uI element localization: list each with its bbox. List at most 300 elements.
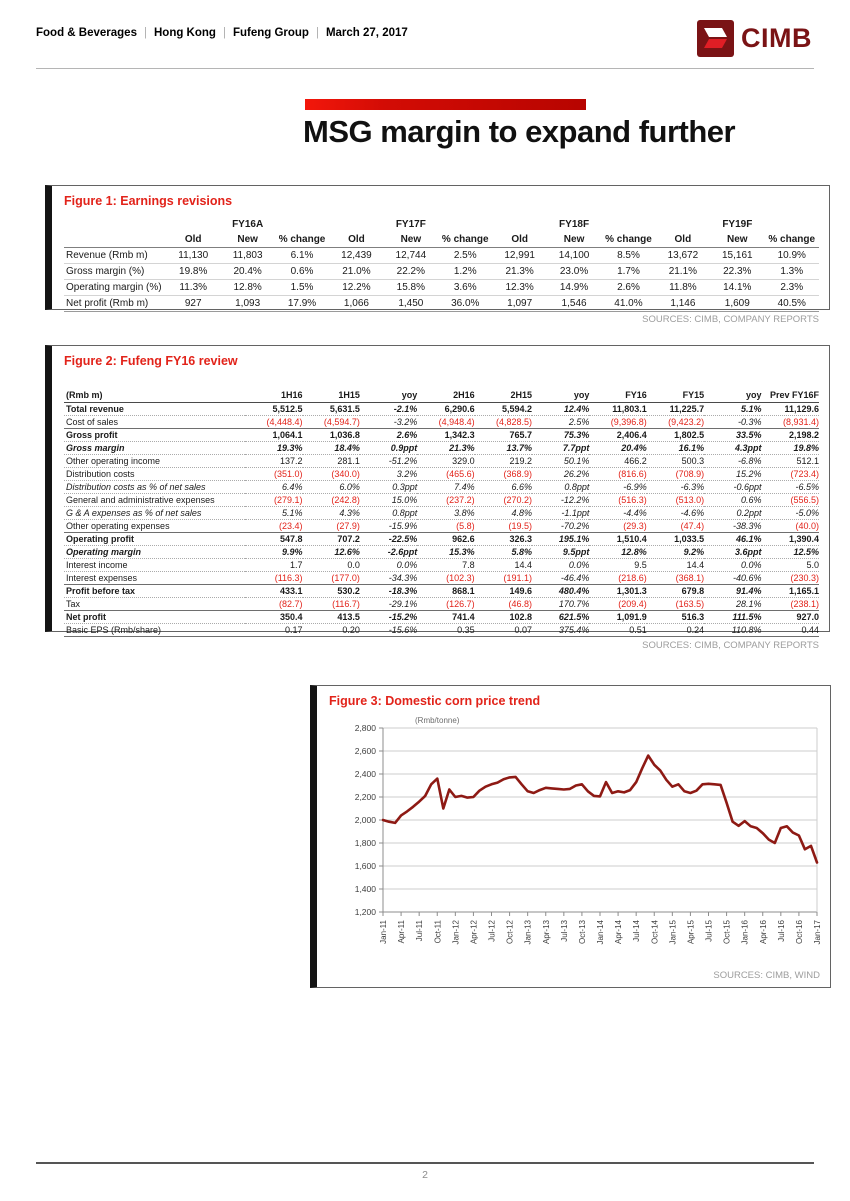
table-cell: 679.8: [647, 585, 704, 598]
table-cell: % change: [601, 232, 655, 248]
table-cell: 0.6%: [275, 264, 329, 280]
table-row: [64, 624, 819, 637]
table-cell: FY18F: [559, 219, 590, 230]
table-cell: (368.9): [475, 468, 532, 481]
table-cell: 1,301.3: [589, 585, 646, 598]
table-cell: 12.8%: [220, 280, 274, 296]
table-cell: (218.6): [589, 572, 646, 585]
table-cell: 5,512.5: [245, 403, 302, 416]
table-cell: 707.2: [303, 533, 360, 546]
table-cell: 149.6: [475, 585, 532, 598]
table-cell: 7.8: [417, 559, 474, 572]
table-cell: 46.1%: [704, 533, 761, 546]
table-cell: Operating margin (%): [64, 280, 166, 296]
table-cell: 3.6%: [438, 280, 492, 296]
table-cell: (116.3): [245, 572, 302, 585]
table-cell: Net profit (Rmb m): [64, 296, 166, 312]
table-cell: 6.4%: [245, 481, 302, 494]
table-cell: -2.6ppt: [360, 546, 417, 559]
table-cell: 91.4%: [704, 585, 761, 598]
table-row: [64, 520, 819, 533]
table-cell: FY17F: [395, 219, 426, 230]
table-cell: 433.1: [245, 585, 302, 598]
table-cell: 1,342.3: [417, 429, 474, 442]
table-cell: 28.1%: [704, 598, 761, 611]
table-row: [64, 507, 819, 520]
table-cell: Old: [329, 232, 383, 248]
title-accent-bar: [305, 99, 586, 110]
table-cell: 6.1%: [275, 248, 329, 264]
table-cell: 12.4%: [532, 403, 589, 416]
table-cell: 2,198.2: [762, 429, 819, 442]
breadcrumb-separator: |: [315, 27, 319, 39]
table-row: [64, 296, 819, 312]
table-cell: (238.1): [762, 598, 819, 611]
corn-price-line: [383, 756, 817, 863]
table-cell: 621.5%: [532, 611, 589, 624]
table-cell: (513.0): [647, 494, 704, 507]
table-cell: 1,510.4: [589, 533, 646, 546]
table-cell: -3.2%: [360, 416, 417, 429]
breadcrumb-company: Fufeng Group: [232, 27, 309, 39]
table-row: [64, 481, 819, 494]
x-tick-label: Apr-11: [397, 920, 407, 944]
table-cell: 1H16: [245, 389, 302, 403]
header-row: [64, 389, 819, 403]
table-cell: 4.8%: [475, 507, 532, 520]
table-cell: -18.3%: [360, 585, 417, 598]
x-tick-label: Jul-16: [776, 920, 786, 942]
table-cell: 0.35: [417, 624, 474, 637]
table-cell: 33.5%: [704, 429, 761, 442]
figure-3-source: SOURCES: CIMB, WIND: [713, 970, 820, 981]
y-tick-label: 1,200: [354, 907, 376, 917]
table-cell: yoy: [360, 389, 417, 403]
x-tick-label: Jan-13: [523, 920, 533, 945]
table-cell: 102.8: [475, 611, 532, 624]
table-row: [64, 248, 819, 264]
table-cell: 1,609: [710, 296, 764, 312]
table-cell: 7.4%: [417, 481, 474, 494]
table-cell: -4.6%: [647, 507, 704, 520]
breadcrumb-region: Hong Kong: [153, 27, 216, 39]
table-cell: 9.9%: [245, 546, 302, 559]
table-cell: 11,130: [166, 248, 220, 264]
table-cell: 0.8ppt: [360, 507, 417, 520]
table-cell: Other operating income: [64, 455, 245, 468]
table-cell: 2.3%: [764, 280, 819, 296]
table-cell: 350.4: [245, 611, 302, 624]
table-cell: New: [710, 232, 764, 248]
table-cell: 0.24: [647, 624, 704, 637]
table-cell: 19.8%: [166, 264, 220, 280]
table-row: [64, 494, 819, 507]
table-cell: FY16: [589, 389, 646, 403]
table-cell: -15.9%: [360, 520, 417, 533]
table-cell: 0.0%: [532, 559, 589, 572]
cimb-logo-icon: [697, 20, 734, 57]
table-cell: [64, 217, 166, 232]
table-cell: 6.6%: [475, 481, 532, 494]
table-cell: Gross profit: [64, 429, 245, 442]
report-date: March 27, 2017: [325, 27, 408, 39]
x-tick-label: Jan-12: [451, 920, 461, 945]
table-cell: FY15: [647, 389, 704, 403]
table-cell: 14.4: [647, 559, 704, 572]
table-cell: -51.2%: [360, 455, 417, 468]
table-cell: New: [220, 232, 274, 248]
table-cell: (47.4): [647, 520, 704, 533]
table-cell: 375.4%: [532, 624, 589, 637]
x-tick-label: Oct-16: [794, 920, 804, 945]
table-cell: 413.5: [303, 611, 360, 624]
table-cell: 1.7%: [601, 264, 655, 280]
table-cell: 41.0%: [601, 296, 655, 312]
table-cell: 0.6%: [704, 494, 761, 507]
table-cell: 741.4: [417, 611, 474, 624]
table-cell: 5.0: [762, 559, 819, 572]
table-cell: 2,406.4: [589, 429, 646, 442]
table-cell: 868.1: [417, 585, 474, 598]
table-cell: 0.0: [303, 559, 360, 572]
figure-1-source: SOURCES: CIMB, COMPANY REPORTS: [642, 314, 819, 325]
table-cell: 26.2%: [532, 468, 589, 481]
table-cell: 5.1%: [704, 403, 761, 416]
table-cell: Gross margin: [64, 442, 245, 455]
table-cell: -40.6%: [704, 572, 761, 585]
sub-header-row: [64, 232, 819, 248]
y-tick-label: 1,800: [354, 838, 376, 848]
table-cell: 20.4%: [220, 264, 274, 280]
table-cell: (270.2): [475, 494, 532, 507]
table-cell: Old: [492, 232, 546, 248]
table-cell: -34.3%: [360, 572, 417, 585]
table-cell: (116.7): [303, 598, 360, 611]
table-cell: -6.9%: [589, 481, 646, 494]
x-tick-label: Apr-16: [758, 920, 768, 945]
table-cell: 0.8ppt: [532, 481, 589, 494]
corn-price-line-chart: [329, 710, 827, 968]
table-cell: 110.8%: [704, 624, 761, 637]
table-cell: 0.51: [589, 624, 646, 637]
table-cell: 547.8: [245, 533, 302, 546]
table-cell: -0.3%: [704, 416, 761, 429]
table-cell: -38.3%: [704, 520, 761, 533]
table-cell: 1.7: [245, 559, 302, 572]
table-cell: 3.6ppt: [704, 546, 761, 559]
table-cell: 5.1%: [245, 507, 302, 520]
table-cell: Prev FY16F: [762, 389, 819, 403]
table-row: [64, 546, 819, 559]
table-cell: (340.0): [303, 468, 360, 481]
table-cell: 11.3%: [166, 280, 220, 296]
table-cell: 21.3%: [492, 264, 546, 280]
table-cell: 0.0%: [704, 559, 761, 572]
table-cell: -12.2%: [532, 494, 589, 507]
table-cell: 466.2: [589, 455, 646, 468]
table-cell: 20.4%: [589, 442, 646, 455]
figure-3-corn-price-trend: [310, 685, 831, 988]
table-cell: % change: [764, 232, 819, 248]
table-cell: 5,631.5: [303, 403, 360, 416]
table-cell: -22.5%: [360, 533, 417, 546]
group-header-row: [64, 217, 819, 232]
table-cell: -46.4%: [532, 572, 589, 585]
table-cell: Interest income: [64, 559, 245, 572]
table-cell: 14.9%: [547, 280, 601, 296]
table-cell: 516.3: [647, 611, 704, 624]
table-cell: (27.9): [303, 520, 360, 533]
table-cell: -4.4%: [589, 507, 646, 520]
table-cell: 1,093: [220, 296, 274, 312]
table-cell: 2.5%: [438, 248, 492, 264]
table-cell: yoy: [532, 389, 589, 403]
table-cell: Old: [166, 232, 220, 248]
table-cell: (4,828.5): [475, 416, 532, 429]
table-cell: 50.1%: [532, 455, 589, 468]
cimb-logo-text: CIMB: [741, 23, 812, 53]
table-cell: 927: [166, 296, 220, 312]
table-cell: 12.6%: [303, 546, 360, 559]
table-cell: 1,091.9: [589, 611, 646, 624]
table-cell: Old: [656, 232, 710, 248]
table-cell: (4,594.7): [303, 416, 360, 429]
table-cell: 0.17: [245, 624, 302, 637]
table-cell: 11,803.1: [589, 403, 646, 416]
table-cell: 75.3%: [532, 429, 589, 442]
table-cell: 7.7ppt: [532, 442, 589, 455]
table-cell: Distribution costs as % of net sales: [64, 481, 245, 494]
x-tick-label: Jul-13: [559, 920, 569, 942]
table-cell: (465.6): [417, 468, 474, 481]
table-cell: (209.4): [589, 598, 646, 611]
table-cell: 3.2%: [360, 468, 417, 481]
table-cell: -1.1ppt: [532, 507, 589, 520]
x-tick-label: Apr-14: [614, 920, 624, 945]
table-cell: 962.6: [417, 533, 474, 546]
table-cell: 1.3%: [764, 264, 819, 280]
table-cell: 480.4%: [532, 585, 589, 598]
table-cell: 5,594.2: [475, 403, 532, 416]
table-cell: 19.3%: [245, 442, 302, 455]
table-cell: 16.1%: [647, 442, 704, 455]
table-cell: 0.3ppt: [360, 481, 417, 494]
table-cell: % change: [275, 232, 329, 248]
table-cell: [64, 232, 166, 248]
table-cell: 111.5%: [704, 611, 761, 624]
table-cell: 13.7%: [475, 442, 532, 455]
table-cell: (Rmb m): [64, 389, 245, 403]
table-cell: (177.0): [303, 572, 360, 585]
table-cell: 2H15: [475, 389, 532, 403]
table-row: [64, 598, 819, 611]
page-title: MSG margin to expand further: [303, 114, 736, 149]
table-cell: (9,396.8): [589, 416, 646, 429]
table-row: [64, 468, 819, 481]
table-cell: 0.20: [303, 624, 360, 637]
table-cell: -6.3%: [647, 481, 704, 494]
table-cell: Gross margin (%): [64, 264, 166, 280]
table-cell: -29.1%: [360, 598, 417, 611]
table-cell: 329.0: [417, 455, 474, 468]
fy16-review-table: [64, 389, 819, 637]
table-cell: 15.2%: [704, 468, 761, 481]
x-tick-label: Apr-13: [541, 920, 551, 945]
table-cell: 4.3%: [303, 507, 360, 520]
table-cell: 1H15: [303, 389, 360, 403]
table-cell: -6.8%: [704, 455, 761, 468]
table-cell: 1,165.1: [762, 585, 819, 598]
table-cell: FY16A: [232, 219, 264, 230]
table-row: [64, 611, 819, 624]
table-cell: 12,991: [492, 248, 546, 264]
x-tick-label: Oct-11: [433, 920, 443, 944]
chart-unit-label: (Rmb/tonne): [415, 716, 460, 725]
corn-price-chart: [329, 710, 820, 973]
table-cell: Profit before tax: [64, 585, 245, 598]
table-cell: 0.2ppt: [704, 507, 761, 520]
table-cell: -15.6%: [360, 624, 417, 637]
table-cell: (191.1): [475, 572, 532, 585]
table-cell: Cost of sales: [64, 416, 245, 429]
table-cell: (29.3): [589, 520, 646, 533]
table-cell: 512.1: [762, 455, 819, 468]
x-tick-label: Jan-17: [813, 920, 822, 945]
table-cell: 530.2: [303, 585, 360, 598]
table-cell: (237.2): [417, 494, 474, 507]
y-tick-label: 2,000: [354, 815, 376, 825]
table-cell: Tax: [64, 598, 245, 611]
x-tick-label: Jul-11: [415, 920, 425, 942]
table-cell: 195.1%: [532, 533, 589, 546]
table-cell: 1,802.5: [647, 429, 704, 442]
table-cell: 12,744: [384, 248, 438, 264]
breadcrumb-sector: Food & Beverages: [36, 27, 137, 39]
table-cell: 1,097: [492, 296, 546, 312]
x-tick-label: Jan-15: [668, 920, 678, 945]
table-cell: (19.5): [475, 520, 532, 533]
table-cell: (556.5): [762, 494, 819, 507]
table-cell: (8,931.4): [762, 416, 819, 429]
x-tick-label: Jan-11: [379, 920, 388, 944]
table-cell: 17.9%: [275, 296, 329, 312]
table-cell: 2.5%: [532, 416, 589, 429]
table-cell: (708.9): [647, 468, 704, 481]
table-cell: 9.2%: [647, 546, 704, 559]
breadcrumb-separator: |: [143, 27, 147, 39]
table-row: [64, 264, 819, 280]
table-row: [64, 416, 819, 429]
table-cell: -5.0%: [762, 507, 819, 520]
table-cell: 4.3ppt: [704, 442, 761, 455]
table-cell: 21.1%: [656, 264, 710, 280]
table-cell: Distribution costs: [64, 468, 245, 481]
table-cell: (9,423.2): [647, 416, 704, 429]
table-cell: 6.0%: [303, 481, 360, 494]
table-cell: 15.0%: [360, 494, 417, 507]
table-cell: (82.7): [245, 598, 302, 611]
table-cell: (46.8): [475, 598, 532, 611]
table-cell: 14.1%: [710, 280, 764, 296]
table-cell: (230.3): [762, 572, 819, 585]
table-row: [64, 572, 819, 585]
table-cell: (368.1): [647, 572, 704, 585]
table-cell: -15.2%: [360, 611, 417, 624]
table-cell: (242.8): [303, 494, 360, 507]
table-cell: 1,390.4: [762, 533, 819, 546]
table-cell: 0.9ppt: [360, 442, 417, 455]
table-cell: 14.4: [475, 559, 532, 572]
x-tick-label: Jan-16: [740, 920, 750, 945]
table-cell: -2.1%: [360, 403, 417, 416]
table-cell: 11,225.7: [647, 403, 704, 416]
table-row: [64, 403, 819, 416]
table-cell: 13,672: [656, 248, 710, 264]
table-cell: 11,803: [220, 248, 274, 264]
figure-1-earnings-revisions: [45, 185, 830, 325]
table-cell: (102.3): [417, 572, 474, 585]
table-cell: 1,033.5: [647, 533, 704, 546]
table-cell: Net profit: [64, 611, 245, 624]
table-cell: (126.7): [417, 598, 474, 611]
table-cell: 18.4%: [303, 442, 360, 455]
y-tick-label: 2,600: [354, 746, 376, 756]
x-tick-label: Oct-12: [505, 920, 515, 945]
table-cell: (816.6): [589, 468, 646, 481]
table-cell: % change: [438, 232, 492, 248]
table-cell: 170.7%: [532, 598, 589, 611]
table-cell: 1.5%: [275, 280, 329, 296]
table-cell: FY19F: [722, 219, 753, 230]
y-tick-label: 1,600: [354, 861, 376, 871]
table-cell: -70.2%: [532, 520, 589, 533]
table-cell: 3.8%: [417, 507, 474, 520]
table-row: [64, 585, 819, 598]
x-tick-label: Jul-15: [704, 920, 714, 942]
table-cell: 12.2%: [329, 280, 383, 296]
table-cell: Operating margin: [64, 546, 245, 559]
table-cell: 22.3%: [710, 264, 764, 280]
table-cell: 11.8%: [656, 280, 710, 296]
x-tick-label: Jan-14: [596, 920, 605, 945]
table-cell: 9.5ppt: [532, 546, 589, 559]
table-cell: 2H16: [417, 389, 474, 403]
figure-2-title: Figure 2: Fufeng FY16 review: [64, 354, 238, 368]
table-cell: 1,546: [547, 296, 601, 312]
x-tick-label: Oct-15: [722, 920, 732, 945]
breadcrumb-separator: |: [222, 27, 226, 39]
table-cell: 927.0: [762, 611, 819, 624]
table-cell: 36.0%: [438, 296, 492, 312]
table-cell: 15.8%: [384, 280, 438, 296]
table-cell: 1.2%: [438, 264, 492, 280]
table-cell: 15.3%: [417, 546, 474, 559]
table-cell: 1,450: [384, 296, 438, 312]
y-tick-label: 2,200: [354, 792, 376, 802]
table-cell: 1,036.8: [303, 429, 360, 442]
figure-2-fy16-review: [45, 345, 830, 651]
table-cell: 12,439: [329, 248, 383, 264]
table-cell: 326.3: [475, 533, 532, 546]
table-cell: (5.8): [417, 520, 474, 533]
page-number: 2: [422, 1169, 428, 1181]
x-tick-label: Jul-12: [487, 920, 497, 942]
figure-1-title: Figure 1: Earnings revisions: [64, 194, 233, 208]
header-divider: [36, 68, 814, 69]
table-cell: (163.5): [647, 598, 704, 611]
table-cell: (516.3): [589, 494, 646, 507]
table-cell: (4,448.4): [245, 416, 302, 429]
